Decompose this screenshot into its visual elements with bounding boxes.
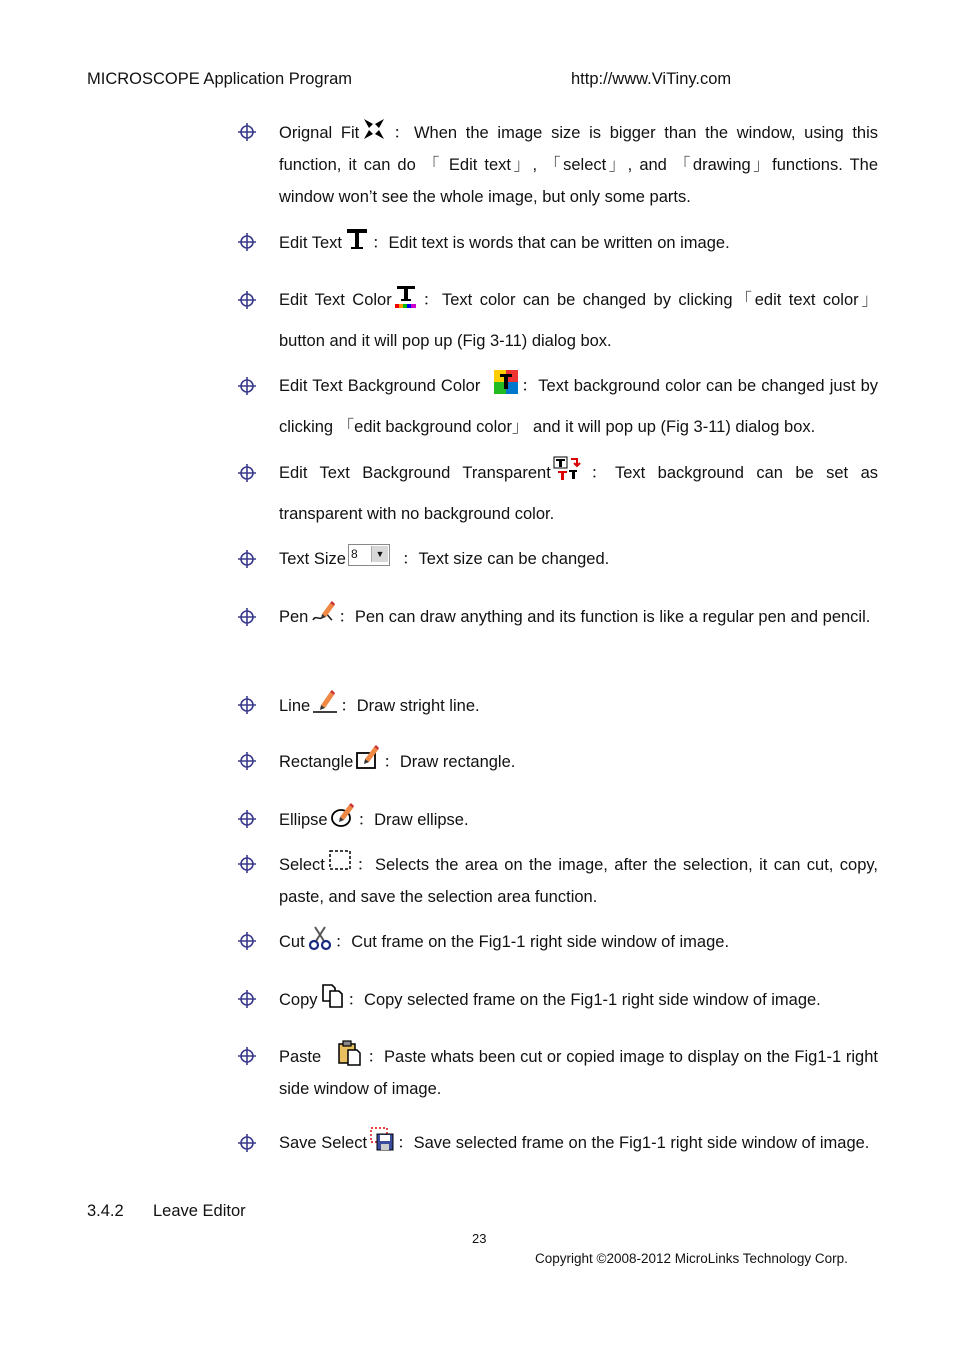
item-name: Ellipse xyxy=(279,811,328,829)
item-name: Save Select xyxy=(279,1134,368,1152)
item-desc: ：Draw ellipse. xyxy=(357,811,469,829)
item-name: Line xyxy=(279,697,311,715)
list-item-rectangle xyxy=(238,745,878,778)
copyright-text: Copyright ©2008-2012 MicroLinks Technology Corp. xyxy=(535,1251,848,1266)
crosshair-bullet-icon xyxy=(238,810,256,828)
list-item-select xyxy=(238,848,878,913)
list-item-orignal-fit xyxy=(238,116,878,213)
item-name: Edit Text Background Color xyxy=(279,377,481,395)
item-desc: ：Cut frame on the Fig1-1 right side window of image. xyxy=(334,933,730,951)
item-name: Edit Text Color xyxy=(279,291,392,309)
item-desc: ：Text size can be changed. xyxy=(401,550,610,568)
rectangle-icon xyxy=(355,745,381,771)
item-name: Text Size xyxy=(279,550,346,568)
item-name: Paste xyxy=(279,1048,322,1066)
item-desc: ：When the image size is bigger than the window, using this function, it can do 「 Edit text」, 「select」, and 「drawing」functions. The window won’t see the whole image, but only some parts. xyxy=(279,124,878,206)
item-desc: ：Paste whats been cut or copied image to display on the Fig1-1 right side window of image. xyxy=(279,1048,878,1098)
list-item-paste xyxy=(238,1040,878,1105)
pen-icon xyxy=(310,600,336,626)
crosshair-bullet-icon xyxy=(238,550,256,568)
paste-icon xyxy=(337,1040,365,1066)
crosshair-bullet-icon xyxy=(238,696,256,714)
list-item-pen xyxy=(238,597,878,638)
list-item-save-select xyxy=(238,1123,878,1164)
text-color-icon xyxy=(394,285,418,309)
crosshair-bullet-icon xyxy=(238,608,256,626)
section-number: 3.4.2 xyxy=(87,1202,124,1220)
section-title: Leave Editor xyxy=(153,1202,246,1220)
list-item-ellipse xyxy=(238,803,878,836)
save-select-icon xyxy=(369,1126,395,1152)
text-t-icon xyxy=(344,226,370,252)
item-name: Edit Text xyxy=(279,234,342,252)
text-size-dropdown-icon xyxy=(348,544,390,566)
crosshair-bullet-icon xyxy=(238,233,256,251)
list-item-copy xyxy=(238,983,878,1016)
copy-icon xyxy=(320,983,346,1009)
crosshair-bullet-icon xyxy=(238,464,256,482)
crosshair-bullet-icon xyxy=(238,932,256,950)
header-url: http://www.ViTiny.com xyxy=(571,70,732,88)
item-desc: ：Draw stright line. xyxy=(340,697,480,715)
item-name: Cut xyxy=(279,933,305,951)
list-item-edit-text-color xyxy=(238,280,878,362)
chevron-down-icon: ▼ xyxy=(371,546,388,562)
text-transparent-icon xyxy=(553,456,581,482)
item-name: Rectangle xyxy=(279,753,354,771)
crosshair-bullet-icon xyxy=(238,377,256,395)
list-item-cut xyxy=(238,925,878,958)
list-item-text-size xyxy=(238,543,878,575)
item-desc: ：Text background color can be changed just by clicking 「edit background color」 and it will pop up (Fig 3-11) dialog box. xyxy=(279,377,878,436)
list-item-edit-text-background-color xyxy=(238,366,878,448)
header-title: MICROSCOPE Application Program xyxy=(87,70,353,88)
item-name: Select xyxy=(279,856,325,874)
item-desc: ：Selects the area on the image, after the selection, it can cut, copy, paste, and save the selection area function. xyxy=(279,856,878,906)
item-name: Edit Text Background Transparent xyxy=(279,464,551,482)
ellipse-icon xyxy=(330,803,356,829)
scissors-icon xyxy=(307,925,333,951)
item-desc: ：Pen can draw anything and its function is like a regular pen and pencil. xyxy=(338,608,871,626)
section-heading xyxy=(87,1202,246,1221)
crosshair-bullet-icon xyxy=(238,1134,256,1152)
list-item-edit-text xyxy=(238,226,878,259)
crosshair-bullet-icon xyxy=(238,752,256,770)
select-icon xyxy=(327,848,353,874)
item-name: Orignal Fit xyxy=(279,124,360,142)
crosshair-bullet-icon xyxy=(238,123,256,141)
item-name: Copy xyxy=(279,991,318,1009)
item-desc: ：Edit text is words that can be written on image. xyxy=(371,234,730,252)
crosshair-bullet-icon xyxy=(238,990,256,1008)
fit-arrows-icon xyxy=(361,116,387,142)
item-desc: ：Draw rectangle. xyxy=(383,753,516,771)
list-item-edit-text-background-transparent xyxy=(238,453,878,535)
crosshair-bullet-icon xyxy=(238,291,256,309)
line-icon xyxy=(312,689,338,715)
page-number: 23 xyxy=(472,1231,487,1246)
item-desc: ：Text background can be set as transparent with no background color. xyxy=(279,464,878,523)
item-desc: ：Save selected frame on the Fig1-1 right side window of image. xyxy=(397,1134,870,1152)
item-name: Pen xyxy=(279,608,309,626)
item-desc: ：Copy selected frame on the Fig1-1 right side window of image. xyxy=(347,991,821,1009)
text-background-color-icon xyxy=(493,369,519,395)
crosshair-bullet-icon xyxy=(238,1047,256,1065)
text-size-value: 8 xyxy=(350,547,358,561)
list-item-line xyxy=(238,689,878,722)
item-desc: ：Text color can be changed by clicking「edit text color」 button and it will pop up (Fig 3-11) dialog box. xyxy=(279,291,878,350)
crosshair-bullet-icon xyxy=(238,855,256,873)
